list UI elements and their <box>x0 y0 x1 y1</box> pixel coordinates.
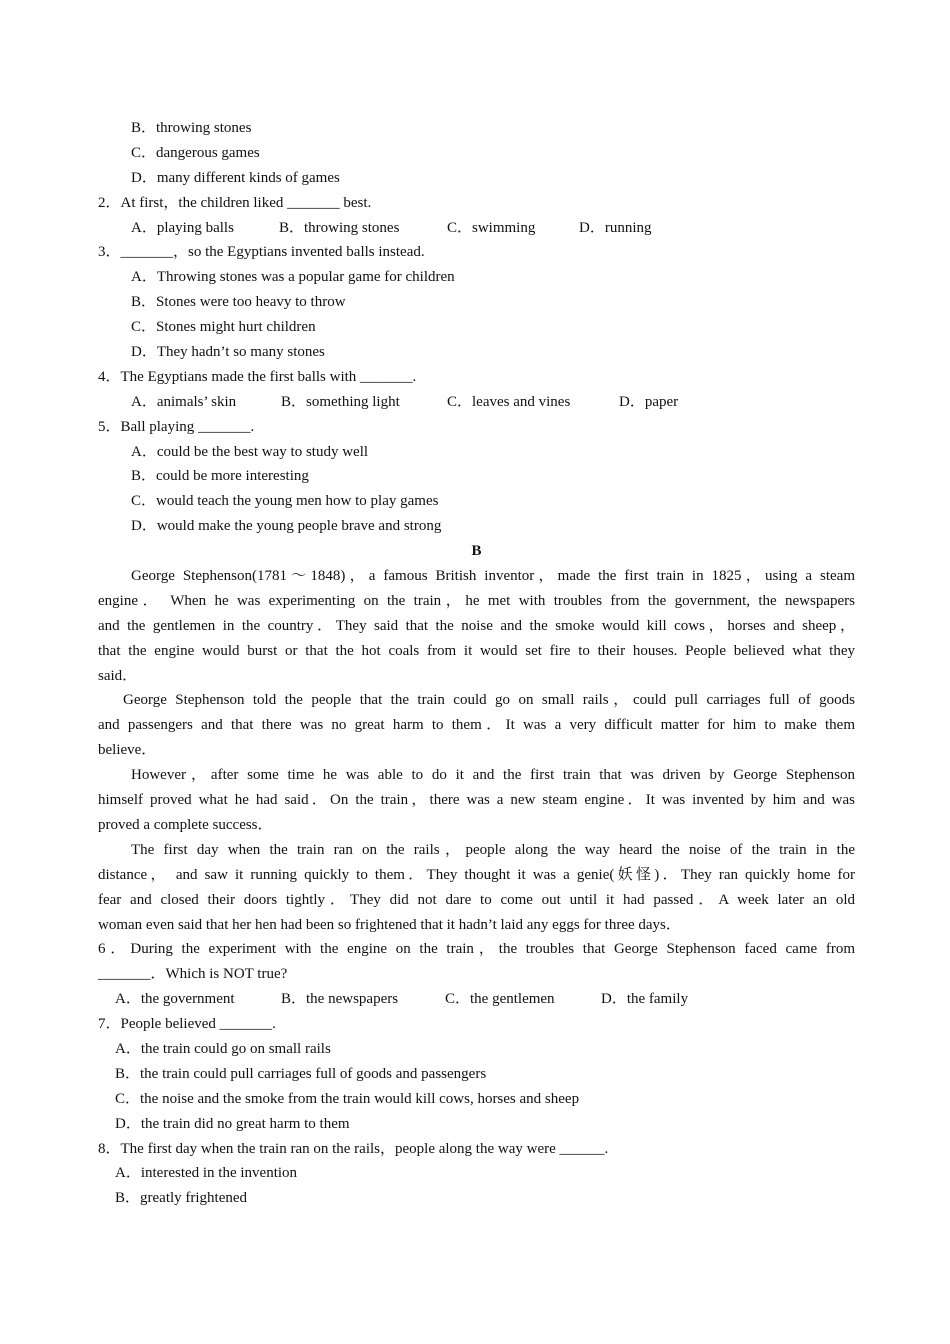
passage-p3-line3: proved a complete success． <box>98 816 273 833</box>
q6-stem-line1: 6．During the experiment with the engine on the train，the troubles that George Stephenson faced came from <box>98 941 855 958</box>
q3-option-d: D．They hadn’t so many stones <box>131 344 325 361</box>
passage-p4-line4: woman even said that her hen had been so frightened that it hadn’t laid any eggs for three days． <box>98 916 681 933</box>
passage-p1-line2: engine． When he was experimenting on the train，he met with troubles from the government, the newspapers <box>98 592 855 609</box>
q4-options <box>98 390 855 415</box>
q4-option-a: A．animals’ skin <box>131 393 237 410</box>
passage-p2-line1: George Stephenson told the people that the train could go on small rails，could pull carriages full of goods <box>123 692 855 709</box>
q8-stem: 8．The first day when the train ran on the rails，people along the way were ______. <box>98 1140 609 1157</box>
q8-option-b: B．greatly frightened <box>115 1190 248 1207</box>
q4-option-b: B．something light <box>281 393 400 410</box>
q5-stem: 5．Ball playing _______. <box>98 418 255 435</box>
q6-option-d: D．the family <box>601 991 689 1008</box>
passage-p4-line2: distance， and saw it running quickly to them．They thought it was a genie(妖怪)．They ran quickly home for <box>98 866 855 883</box>
q5-option-a: A．could be the best way to study well <box>131 443 369 460</box>
q3-option-a: A．Throwing stones was a popular game for children <box>131 269 455 286</box>
q7-option-b: B．the train could pull carriages full of goods and passengers <box>115 1065 487 1082</box>
passage-p2-line3: believe． <box>98 742 157 759</box>
q6-option-a: A．the government <box>115 991 235 1008</box>
q8-option-a: A．interested in the invention <box>115 1165 298 1182</box>
passage-p1-line3: and the gentlemen in the country．They said that the noise and the smoke would kill cows，horses and sheep， <box>98 617 855 634</box>
passage-p1-line5: said． <box>98 667 138 684</box>
q2-option-a: A．playing balls <box>131 219 234 236</box>
q2-stem: 2．At first，the children liked _______ best. <box>98 194 372 211</box>
q7-option-a: A．the train could go on small rails <box>115 1040 331 1057</box>
passage-p4-line3: fear and closed their doors tightly．They did not dare to come out until it had passed．A week later an old <box>98 891 855 908</box>
q1-option-d: D．many different kinds of games <box>131 169 340 186</box>
q5-option-d: D．would make the young people brave and strong <box>131 518 442 535</box>
q1-option-b: B．throwing stones <box>131 120 252 136</box>
q1-option-c: C．dangerous games <box>131 144 260 161</box>
passage-p1-line4: that the engine would burst or that the hot coals from it would set fire to their houses. People believed what they <box>98 642 855 659</box>
q4-stem: 4．The Egyptians made the first balls with _______. <box>98 368 417 385</box>
q7-stem: 7．People believed _______. <box>98 1016 276 1033</box>
q6-option-b: B．the newspapers <box>281 991 399 1008</box>
q3-option-b: B．Stones were too heavy to throw <box>131 294 346 311</box>
section-b-heading: B <box>471 543 482 560</box>
passage-p4-line1: The first day when the train ran on the rails，people along the way heard the noise of the train in the <box>131 841 855 858</box>
q7-option-d: D．the train did no great harm to them <box>115 1115 350 1132</box>
q2-option-b: B．throwing stones <box>279 219 400 236</box>
q2-option-c: C．swimming <box>447 219 536 236</box>
q5-option-c: C．would teach the young men how to play games <box>131 493 439 510</box>
q4-option-d: D．paper <box>619 393 679 410</box>
passage-p2-line2: and passengers and that there was no great harm to them．It was a very difficult matter for him to make them <box>98 717 855 734</box>
q6-options <box>98 987 855 1012</box>
q4-option-c: C．leaves and vines <box>447 393 571 410</box>
q6-stem-line2: _______．Which is NOT true? <box>98 966 288 983</box>
q7-option-c: C．the noise and the smoke from the train would kill cows, horses and sheep <box>115 1090 580 1107</box>
q3-stem: 3．_______，so the Egyptians invented balls instead. <box>98 244 425 261</box>
q6-option-c: C．the gentlemen <box>445 991 555 1008</box>
q2-options <box>98 216 855 241</box>
passage-p1-line1: George Stephenson(1781～1848)，a famous British inventor，made the first train in 1825，using a steam <box>131 568 855 585</box>
q5-option-b: B．could be more interesting <box>131 468 309 485</box>
q3-option-c: C．Stones might hurt children <box>131 319 316 336</box>
worksheet-page <box>98 116 855 1211</box>
q2-option-d: D．running <box>579 219 652 236</box>
passage-p3-line2: himself proved what he had said．On the train，there was a new steam engine．It was invented by him and was <box>98 792 855 809</box>
passage-p3-line1: However，after some time he was able to do it and the first train that was driven by George Stephenson <box>131 767 855 784</box>
